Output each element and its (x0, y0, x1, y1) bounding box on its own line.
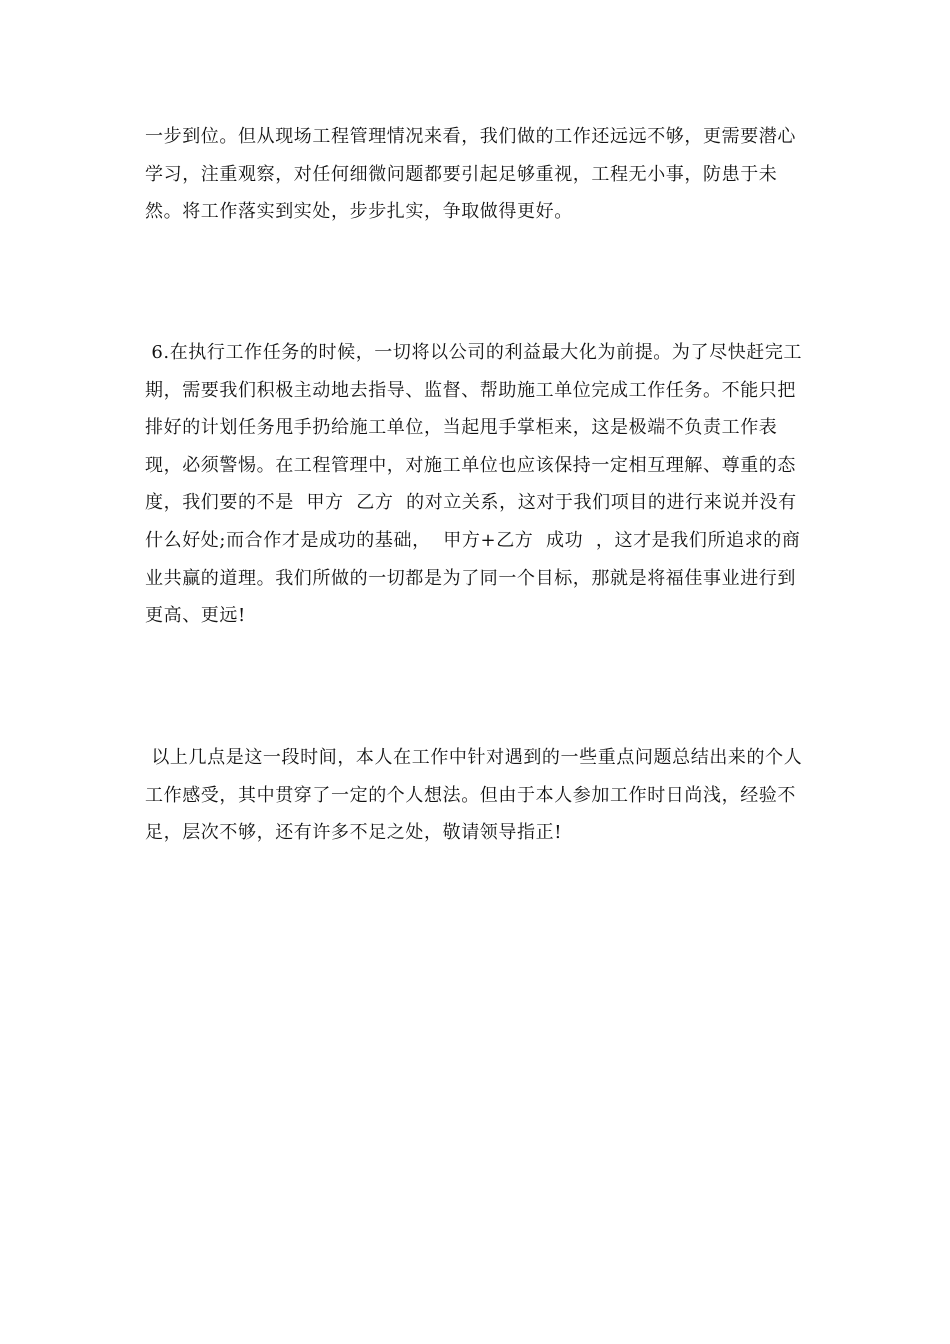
paragraph-continuation: 一步到位。但从现场工程管理情况来看，我们做的工作还远远不够，更需要潜心学习，注重观察，对任何细微问题都要引起足够重视，工程无小事，防患于未然。将工作落实到实处，步步扎实，争取做得更好。 (145, 126, 796, 223)
paragraph-item-6: 6.在执行工作任务的时候，一切将以公司的利益最大化为前提。为了尽快赶完工期，需要我们积极主动地去指导、监督、帮助施工单位完成工作任务。不能只把排好的计划任务甩手扔给施工单位，当起甩手掌柜来，这是极端不负责工作表现，必须警惕。在工程管理中，对施工单位也应该保持一定相互理解、尊重的态度，我们要的不是 甲方 乙方 的对立关系，这对于我们项目的进行来说并没有什么好处;而合作才是成功的基础， 甲方+乙方 成功 ，这才是我们所追求的商业共赢的道理。我们所做的一切都是为了同一个目标，那就是将福佳事业进行到更高、更远! (145, 342, 803, 627)
paragraph-conclusion: 以上几点是这一段时间，本人在工作中针对遇到的一些重点问题总结出来的个人工作感受，其中贯穿了一定的个人想法。但由于本人参加工作时日尚浅，经验不足，层次不够，还有许多不足之处，敬请领导指正! (145, 747, 803, 844)
